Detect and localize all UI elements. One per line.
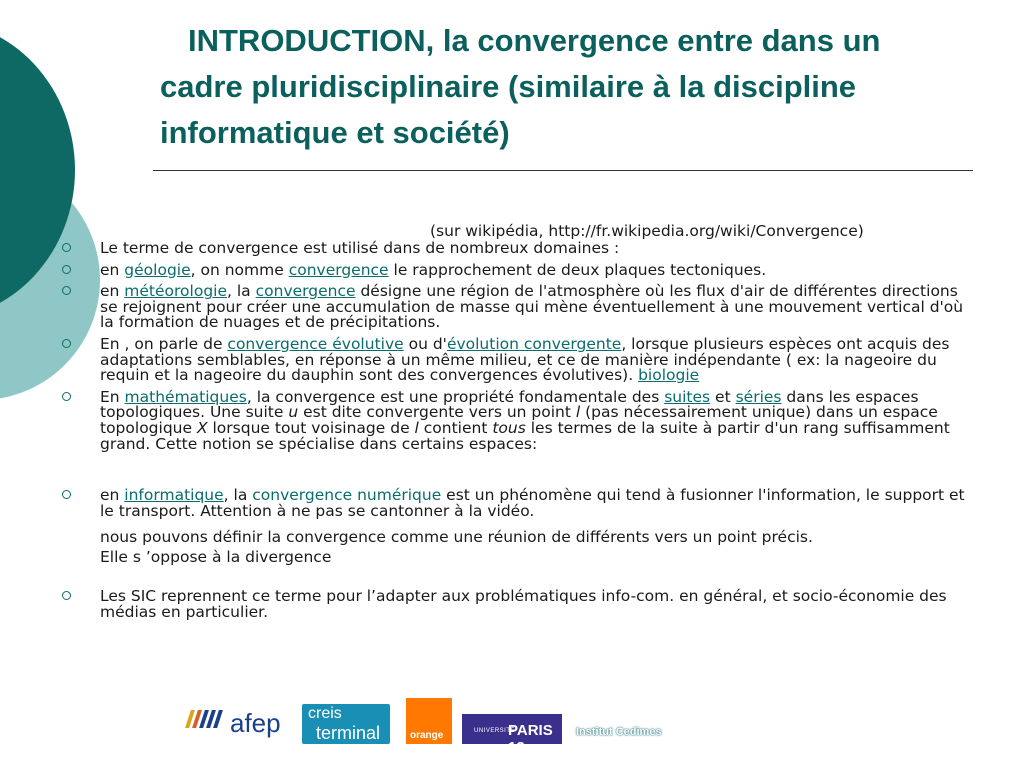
math-symbol: l [414, 418, 419, 437]
bullet-item [62, 589, 967, 620]
bullet-text: contient [418, 418, 493, 437]
bullet-item [62, 260, 967, 279]
bullet-text: est un phénomène qui tend à fusionner l'information, le support et le transport. Attention à ne pas se cantonner à la vidéo. [100, 486, 965, 520]
title-divider [153, 170, 973, 171]
creis-logo-text: creis [308, 705, 342, 722]
link-evolution-convergente[interactable]: évolution convergente [446, 334, 622, 353]
bullet-item [62, 241, 967, 257]
afep-bars-icon [188, 710, 223, 729]
bullet-text: (pas nécessairement unique) dans un espace topologique [100, 403, 938, 437]
link-meteorologie[interactable]: météorologie [124, 282, 228, 301]
circle-bullet-icon [62, 490, 71, 499]
bullet-text: le rapprochement de deux plaques tectoniques. [388, 260, 767, 279]
paris13-logo-text: PARIS 13 [508, 722, 553, 756]
bullet-text: en [100, 486, 125, 505]
creis-terminal-logo [302, 704, 390, 744]
bullet-text: Le terme de convergence est utilisé dans de nombreux domaines : [100, 239, 620, 257]
bullet-text: en [100, 282, 125, 301]
bullet-text: En , on parle de [100, 334, 228, 353]
emphasis-text: tous [492, 418, 526, 437]
circle-bullet-icon [62, 392, 71, 401]
universite-logo-text: UNIVERSITÉ [474, 728, 516, 734]
paris13-logo [462, 714, 562, 756]
circle-bullet-icon [62, 243, 71, 252]
link-informatique[interactable]: informatique [124, 486, 224, 505]
math-symbol: u [288, 403, 299, 422]
orange-logo-text: orange [410, 730, 444, 741]
circle-bullet-icon [62, 591, 71, 600]
bullet-item [62, 488, 967, 519]
bullet-text: lorsque tout voisinage de [207, 418, 415, 437]
continuation-text: Elle s ’oppose à la divergence [100, 548, 332, 567]
bullet-text: , la convergence est une propriété fondamentale des [246, 387, 665, 406]
bullet-text: en [100, 260, 125, 279]
title-line-2: cadre pluridisciplinaire (similaire à la discipline [160, 69, 857, 104]
link-mathematiques[interactable]: mathématiques [124, 387, 247, 406]
bullet-text: ou d' [403, 334, 447, 353]
bullet-text: , lorsque plusieurs espèces ont acquis des adaptations semblables, en réponse à un même milieu, et ce de manière indépendante ( ex: la nageoire du requin et la nageoire du dauphin sont des convergences évolutives). [100, 334, 950, 385]
circle-bullet-icon [62, 286, 71, 295]
orange-logo [406, 698, 452, 744]
bullet-list [62, 241, 967, 627]
link-series[interactable]: séries [735, 387, 782, 406]
bullet-text: désigne une région de l'atmosphère où les flux d'air de différentes directions se rejoignent pour créer une accumulation de masse qui mène éventuellement à une mouvement vertical d'où la formation de nuages et de précipitations. [100, 282, 964, 332]
source-citation: (sur wikipédia, http://fr.wikipedia.org/wiki/Convergence) [430, 222, 864, 240]
circle-bullet-icon [62, 265, 71, 274]
circle-bullet-icon [62, 339, 71, 348]
link-convergence[interactable]: convergence [255, 282, 356, 301]
bullet-text: est dite convergente vers un point [298, 403, 576, 422]
bullet-text: dans les espaces topologiques. Une suite [100, 387, 919, 422]
bullet-text: , la [227, 282, 256, 301]
title-line-1: INTRODUCTION, la convergence entre dans un [188, 23, 881, 58]
math-symbol: X [196, 418, 208, 437]
link-suites[interactable]: suites [664, 387, 711, 406]
link-biologie[interactable]: biologie [638, 366, 700, 385]
afep-logo [188, 704, 298, 744]
math-symbol: l [575, 403, 581, 422]
link-convergence[interactable]: convergence [288, 260, 389, 279]
link-convergence-evolutive[interactable]: convergence évolutive [227, 334, 404, 353]
bullet-text: En [100, 387, 125, 406]
title-line-3: informatique et société) [160, 115, 510, 150]
link-convergence-numerique[interactable]: convergence numérique [252, 486, 442, 505]
link-geologie[interactable]: géologie [124, 260, 191, 279]
bullet-text: , la [223, 486, 253, 505]
slide-title [160, 18, 980, 156]
cedimes-logo: Institut Cedimes [576, 726, 662, 738]
bullet-item [62, 387, 967, 453]
bullet-text: , on nomme [190, 260, 289, 279]
bullet-item [62, 334, 967, 385]
bullet-item [62, 284, 967, 331]
bullet-text: et [710, 387, 736, 406]
terminal-logo-text: terminal [316, 723, 381, 743]
bullet-text: Les SIC reprennent ce terme pour l’adapter aux problématiques info-com. en général, et socio-économie des médias en particulier. [100, 587, 947, 621]
bullet-text: les termes de la suite à partir d'un rang suffisamment grand. Cette notion se spécialise dans certains espaces: [100, 418, 950, 453]
partner-logos [188, 698, 708, 758]
continuation-text: nous pouvons définir la convergence comme une réunion de différents vers un point précis. [100, 528, 813, 547]
afep-logo-text: afep [230, 708, 281, 738]
